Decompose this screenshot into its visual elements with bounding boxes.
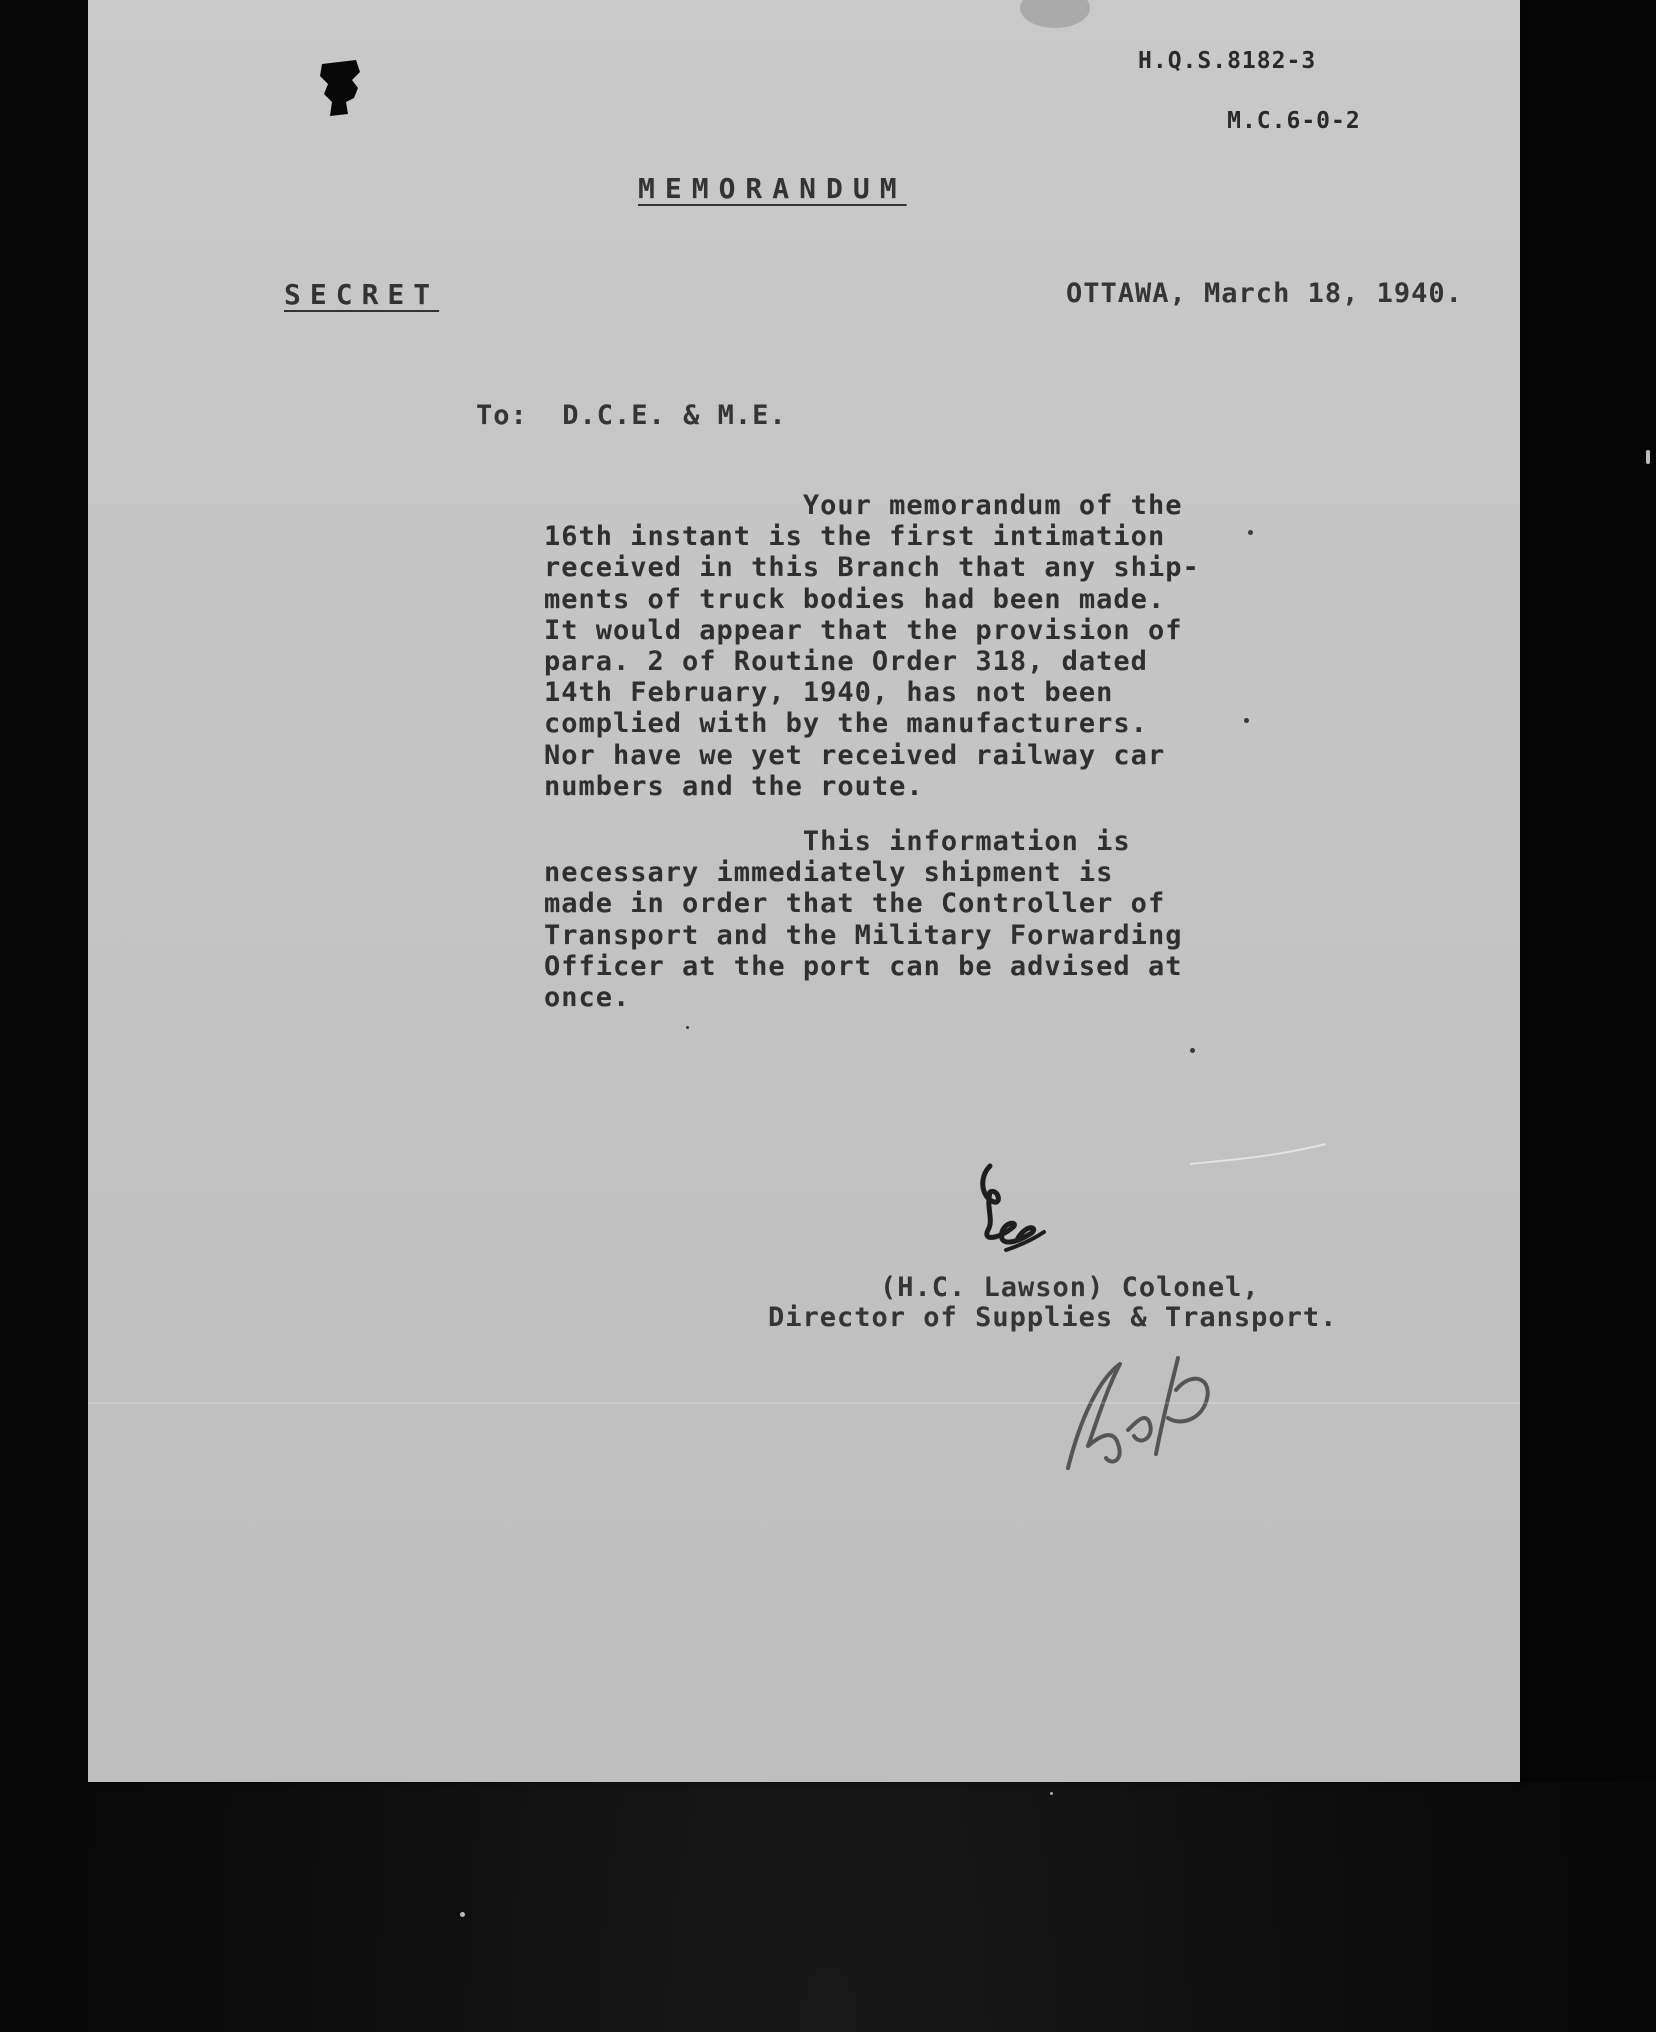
file-reference-line-1: H.Q.S.8182-3 xyxy=(1138,48,1317,74)
dateline: OTTAWA, March 18, 1940. xyxy=(1066,278,1463,309)
speck xyxy=(1190,1048,1195,1053)
memorandum-sheet xyxy=(88,0,1520,1782)
speck xyxy=(686,1026,689,1029)
stain-mark xyxy=(1020,0,1090,28)
document-title: MEMORANDUM xyxy=(638,172,907,205)
speck xyxy=(1248,530,1253,535)
body-paragraph-2: This information is necessary immediately shipment is made in order that the Controller of Transport and the Military Forwarding Officer at the port can be advised at once. xyxy=(544,826,1183,1014)
file-reference xyxy=(1138,0,1361,166)
handwritten-signature xyxy=(968,1158,1058,1268)
scan-border-right xyxy=(1520,0,1656,1782)
file-reference-line-2: M.C.6-0-2 xyxy=(1227,108,1361,134)
speck xyxy=(1244,718,1249,723)
paper-scratch xyxy=(1188,1140,1328,1170)
signatory-title: Director of Supplies & Transport. xyxy=(768,1302,1338,1333)
hole-punch-mark xyxy=(316,58,366,118)
addressee-line: To: D.C.E. & M.E. xyxy=(476,400,787,431)
film-speck xyxy=(1050,1792,1053,1795)
film-speck xyxy=(460,1912,465,1917)
body-paragraph-1: Your memorandum of the 16th instant is the first intimation received in this Branch that any ship- ments of truck bodies had been made. It would appear that the provision of para. 2 of Routine Order 318, dated 14th February, 1940, has not been complied with by the manufacturers. Nor have we yet received railway car numbers and the route. xyxy=(544,490,1200,802)
film-speck xyxy=(1646,450,1650,464)
handwritten-initials xyxy=(1058,1350,1238,1480)
signatory-name: (H.C. Lawson) Colonel, xyxy=(880,1272,1260,1303)
classification-marking: SECRET xyxy=(284,278,440,311)
